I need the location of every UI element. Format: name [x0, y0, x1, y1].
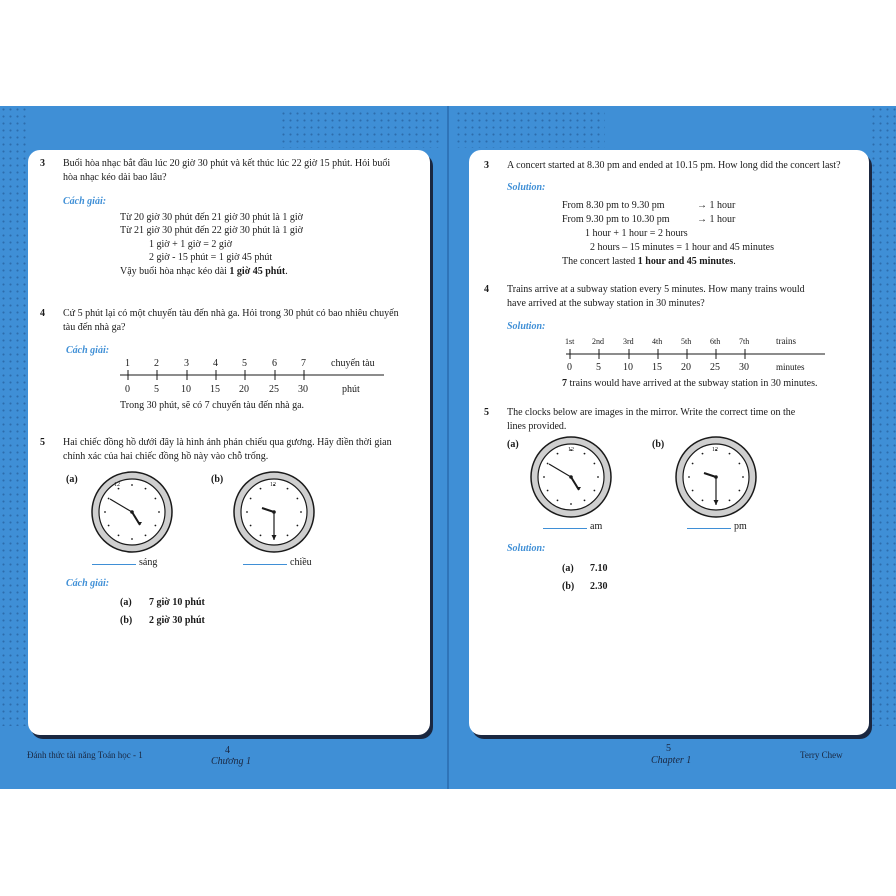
right-train-ordinal: 4th: [652, 337, 663, 346]
right-q3-step: 2 hours – 15 minutes = 1 hour and 45 minutes: [590, 242, 774, 253]
left-q3-number: 3: [40, 158, 45, 169]
left-minute-label: 15: [210, 384, 220, 395]
right-minute-label: 30: [739, 362, 749, 373]
right-clock-a-label: (a): [507, 439, 519, 450]
left-footer-chapter: Chương 1: [211, 756, 251, 767]
left-q5-answer-label: (a): [120, 597, 132, 608]
right-q5-number: 5: [484, 407, 489, 418]
left-train-count: 5: [242, 358, 247, 369]
left-footer-book-title: Đánh thức tài năng Toán học - 1: [27, 750, 143, 760]
conclusion-answer: 1 giờ 45 phút: [229, 266, 286, 277]
left-q5-text-line2: chính xác của hai chiếc đồng hồ này vào chỗ trống.: [63, 451, 269, 462]
right-minute-unit: minutes: [776, 362, 805, 372]
left-q5-answer-value: 2 giờ 30 phút: [149, 615, 205, 626]
left-q3-step: Từ 21 giờ 30 phút đến 22 giờ 30 phút là 1 giờ: [120, 225, 303, 236]
left-minute-label: 20: [239, 384, 249, 395]
period-label: pm: [734, 521, 747, 532]
left-q4-answer: Trong 30 phút, sẽ có 7 chuyến tàu đến nhà ga.: [120, 400, 305, 411]
right-q4-text-line1: Trains arrive at a subway station every 5 minutes. How many trains would: [507, 284, 805, 295]
right-q3-text-line1: A concert started at 8.30 pm and ended at 10.15 pm. How long did the concert last?: [507, 160, 841, 171]
left-q3-solution-label: Cách giải:: [63, 196, 107, 207]
period-label: am: [590, 521, 603, 532]
right-train-unit: trains: [776, 336, 796, 346]
left-q3-step: 2 giờ - 15 phút = 1 giờ 45 phút: [149, 252, 273, 263]
right-minute-label: 0: [567, 362, 572, 373]
left-minute-label: 0: [125, 384, 130, 395]
right-footer-page-number: 5: [666, 743, 671, 754]
left-q4-text-line2: tàu đến nhà ga?: [63, 322, 126, 333]
conclusion-text: Vậy buổi hòa nhạc kéo dài: [120, 266, 230, 277]
right-train-ordinal: 7th: [739, 337, 750, 346]
left-q5-answer-value: 7 giờ 10 phút: [149, 597, 205, 608]
clock-twelve-mark: 12: [114, 482, 120, 488]
right-train-ordinal: 2nd: [592, 337, 604, 346]
left-q4-solution-label: Cách giải:: [66, 345, 110, 356]
right-clock-b-answer-line[interactable]: [687, 520, 747, 533]
right-train-ordinal: 5th: [681, 337, 692, 346]
right-q4-solution-label: Solution:: [507, 321, 546, 332]
left-q3-step: 1 giờ + 1 giờ = 2 giờ: [149, 239, 232, 250]
left-minute-label: 5: [154, 384, 159, 395]
right-minute-label: 5: [596, 362, 601, 373]
left-train-count: 4: [213, 358, 218, 369]
right-minute-label: 10: [623, 362, 633, 373]
right-clock-b-label: (b): [652, 439, 665, 450]
left-clock-b-label: (b): [211, 474, 224, 485]
right-q3-step-result: → 1 hour: [697, 214, 736, 225]
right-minute-label: 15: [652, 362, 662, 373]
left-train-count: 7: [301, 358, 306, 369]
answer-blank[interactable]: [687, 520, 731, 529]
clock-twelve-mark: 12: [712, 447, 718, 453]
conclusion-answer: 1 hour and 45 minutes: [637, 256, 734, 267]
right-q3-step-result: → 1 hour: [697, 200, 736, 211]
answer-text: trains would have arrived at the subway station in 30 minutes.: [567, 378, 818, 389]
left-q4-number: 4: [40, 308, 45, 319]
left-q5-solution-label: Cách giải:: [66, 578, 110, 589]
right-q5-answer-label: (b): [562, 581, 575, 592]
left-minute-label: 25: [269, 384, 279, 395]
left-q5-text-line1: Hai chiếc đồng hồ dưới đây là hình ảnh phản chiếu qua gương. Hãy điền thời gian: [63, 437, 392, 448]
conclusion-period: .: [285, 266, 288, 277]
left-train-count: 6: [272, 358, 277, 369]
conclusion-period: .: [733, 256, 736, 267]
answer-blank[interactable]: [543, 520, 587, 529]
right-footer-author: Terry Chew: [800, 750, 843, 760]
right-q3-number: 3: [484, 160, 489, 171]
right-train-ordinal: 1st: [565, 337, 575, 346]
left-q5-answer-label: (b): [120, 615, 133, 626]
clock-twelve-mark: 12: [270, 482, 276, 488]
right-q5-text-line1: The clocks below are images in the mirror. Write the correct time on the: [507, 407, 796, 418]
period-label: chiều: [290, 557, 312, 568]
right-q3-step: From 8.30 pm to 9.30 pm: [562, 200, 665, 211]
left-footer-page-number: 4: [225, 745, 230, 756]
left-train-unit: chuyến tàu: [331, 358, 375, 369]
right-q5-answer-label: (a): [562, 563, 574, 574]
period-label: sáng: [139, 557, 158, 568]
right-q5-text-line2: lines provided.: [507, 421, 567, 432]
left-q3-text-line2: hòa nhạc kéo dài bao lâu?: [63, 172, 167, 183]
right-q3-step: 1 hour + 1 hour = 2 hours: [585, 228, 688, 239]
right-q3-solution-label: Solution:: [507, 182, 546, 193]
right-q5-answer-value: 7.10: [590, 563, 608, 574]
left-q5-number: 5: [40, 437, 45, 448]
right-train-ordinal: 3rd: [623, 337, 634, 346]
right-minute-label: 20: [681, 362, 691, 373]
right-q5-solution-label: Solution:: [507, 543, 546, 554]
clock-twelve-mark: 12: [568, 447, 574, 453]
left-q4-text-line1: Cứ 5 phút lại có một chuyến tàu đến nhà ga. Hỏi trong 30 phút có bao nhiêu chuyến: [63, 308, 399, 319]
left-clock-a-label: (a): [66, 474, 78, 485]
right-minute-label: 25: [710, 362, 720, 373]
right-footer-chapter: Chapter 1: [651, 755, 692, 766]
right-q3-step: From 9.30 pm to 10.30 pm: [562, 214, 670, 225]
answer-number: 7: [562, 378, 567, 389]
right-train-ordinal: 6th: [710, 337, 721, 346]
left-minute-label: 30: [298, 384, 308, 395]
right-clock-a-answer-line[interactable]: [543, 520, 602, 533]
right-q4-number: 4: [484, 284, 489, 295]
conclusion-text: The concert lasted: [562, 256, 638, 267]
left-minute-unit: phút: [342, 384, 360, 395]
left-train-count: 3: [184, 358, 189, 369]
left-train-count: 2: [154, 358, 159, 369]
left-minute-label: 10: [181, 384, 191, 395]
right-q4-text-line2: have arrived at the subway station in 30 minutes?: [507, 298, 705, 309]
left-q3-step: Từ 20 giờ 30 phút đến 21 giờ 30 phút là 1 giờ: [120, 212, 303, 223]
right-q5-answer-value: 2.30: [590, 581, 608, 592]
left-q3-text-line1: Buổi hòa nhạc bắt đầu lúc 20 giờ 30 phút và kết thúc lúc 22 giờ 15 phút. Hỏi buổi: [63, 158, 391, 169]
left-train-count: 1: [125, 358, 130, 369]
